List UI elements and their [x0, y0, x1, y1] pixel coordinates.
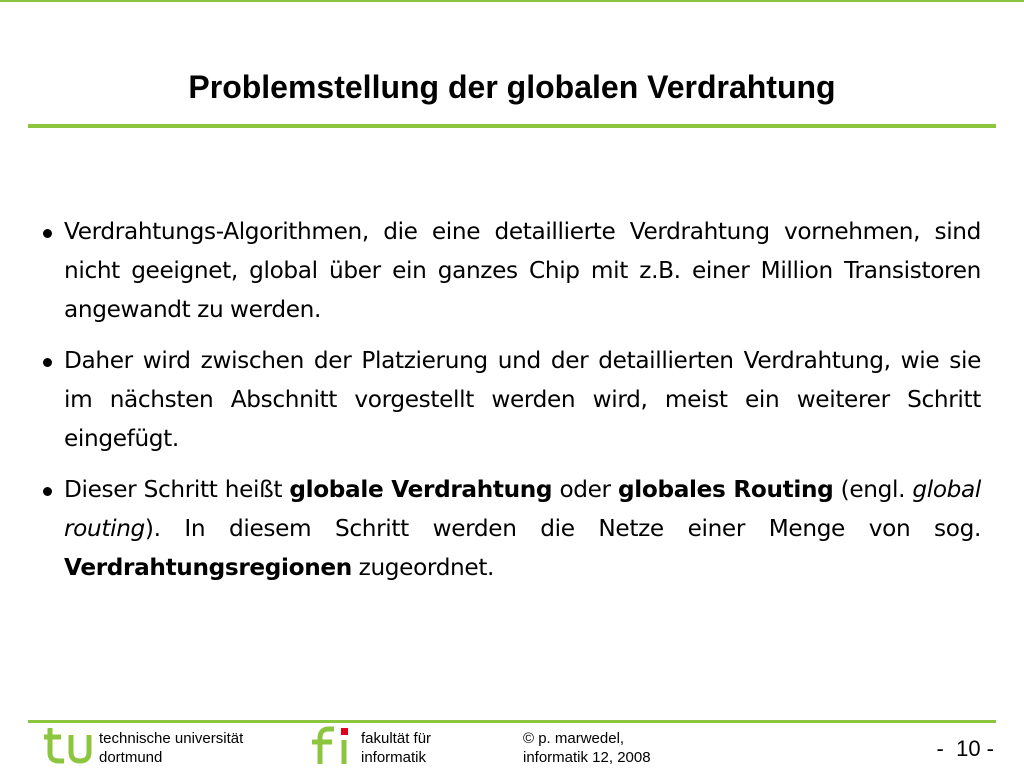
- bullet-dot: [43, 487, 52, 496]
- bullet-term-italic: global routing: [64, 476, 981, 542]
- bullet-dot: [43, 229, 52, 238]
- bullet-item: [40, 212, 981, 329]
- page-number: - 10 -: [936, 736, 994, 761]
- slide-title: Problemstellung der globalen Verdrahtung: [188, 69, 836, 106]
- bullet-term-bold: globale Verdrahtung: [289, 476, 553, 503]
- bullet-text: Daher wird zwischen der Platzierung und der detaillierten Verdrahtung, wie sie im nächsten Abschnitt vorgestellt werden wird, meist ein weiterer Schritt eingefügt.: [64, 347, 981, 452]
- faculty-line-2: informatik: [361, 749, 427, 766]
- bullet-term-bold: Verdrahtungsregionen: [64, 554, 352, 581]
- copyright-line-1: © p. marwedel,: [523, 730, 625, 747]
- fi-logo-icon: [310, 726, 354, 766]
- top-border: [0, 0, 1024, 2]
- footer-divider: [28, 720, 996, 723]
- university-name: [99, 729, 243, 767]
- bullet-text: zugeordnet.: [351, 554, 495, 581]
- tu-logo-icon: [44, 726, 94, 764]
- copyright-notice: [523, 729, 651, 767]
- faculty-name: [361, 729, 431, 767]
- bullet-list: [40, 212, 981, 599]
- bullet-item: [40, 470, 981, 587]
- bullet-text: Dieser Schritt heißt: [64, 476, 290, 503]
- bullet-term-bold: globales Routing: [618, 476, 834, 503]
- bullet-text: ). In diesem Schritt werden die Netze einer Menge von sog.: [144, 515, 981, 542]
- bullet-item: [40, 341, 981, 458]
- university-line-2: dortmund: [99, 749, 163, 766]
- bullet-dot: [43, 358, 52, 367]
- bullet-text: (engl.: [833, 476, 913, 503]
- university-line-1: technische universität: [99, 730, 244, 747]
- faculty-line-1: fakultät für: [361, 730, 432, 747]
- bullet-text: Verdrahtungs-Algorithmen, die eine detaillierte Verdrahtung vornehmen, sind nicht geeignet, global über ein ganzes Chip mit z.B. einer Million Transistoren angewandt zu werden.: [64, 218, 981, 323]
- bullet-text: oder: [552, 476, 619, 503]
- copyright-line-2: informatik 12, 2008: [523, 749, 651, 766]
- title-divider: [28, 124, 996, 128]
